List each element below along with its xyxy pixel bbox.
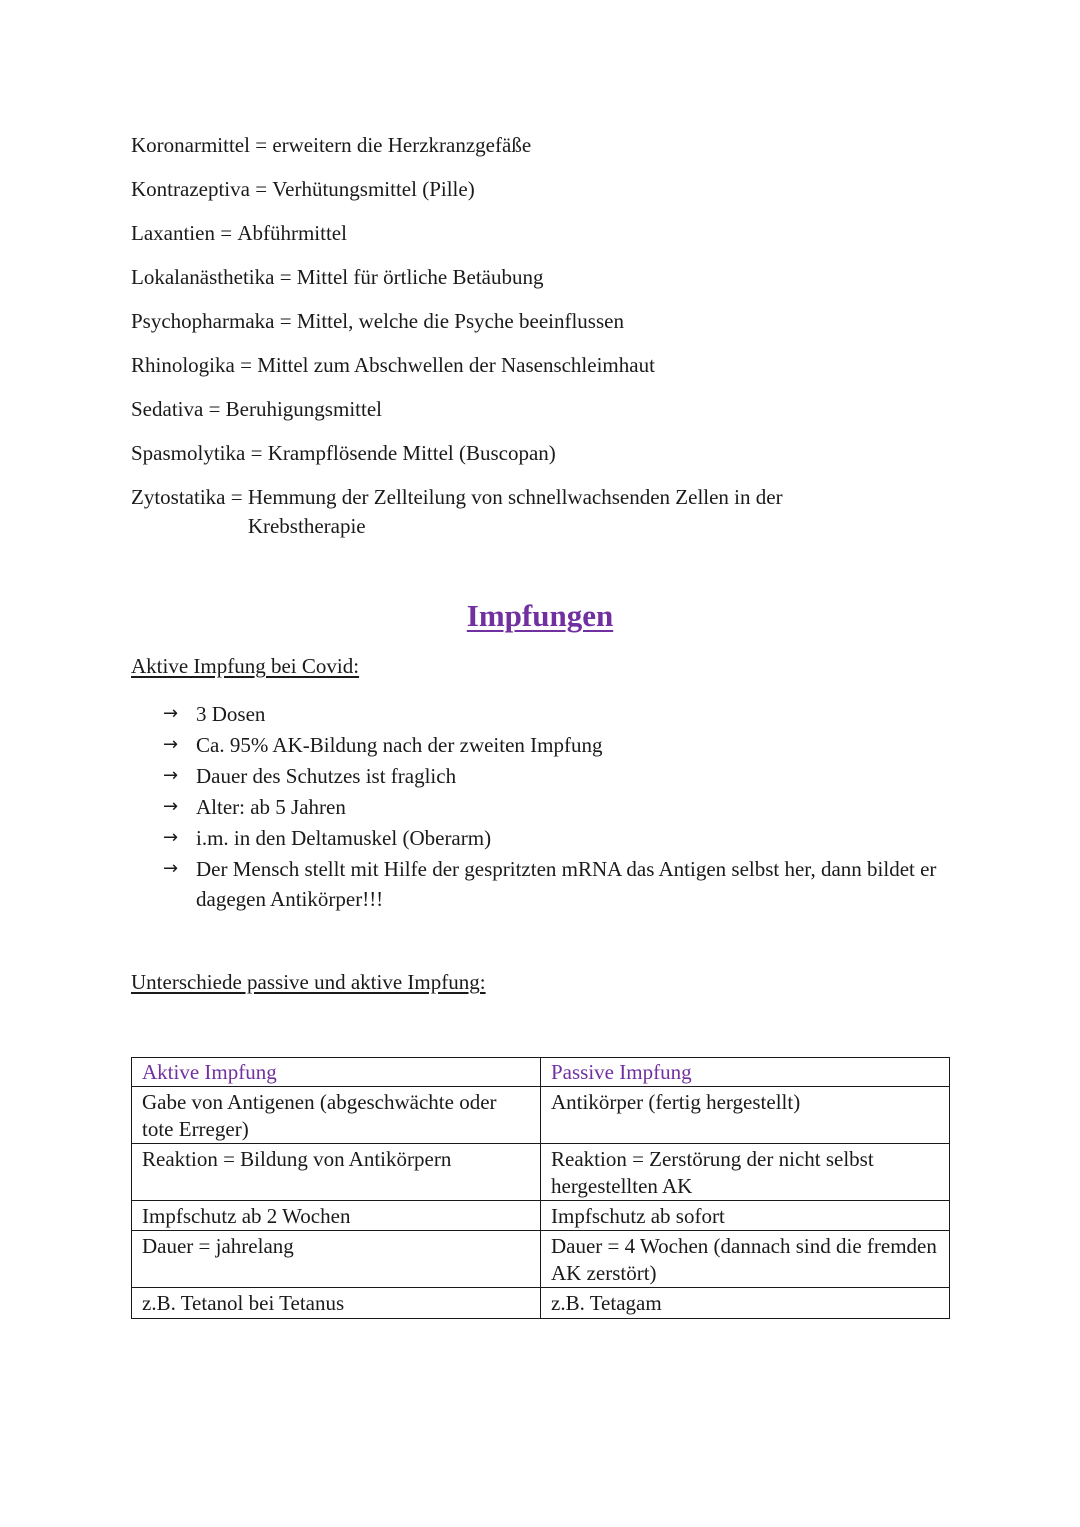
list-item-text: Ca. 95% AK-Bildung nach der zweiten Impfung — [196, 733, 603, 757]
table-cell: Gabe von Antigenen (abgeschwächte oder tote Erreger) — [132, 1087, 541, 1144]
covid-list — [163, 699, 963, 915]
term-separator: = — [225, 485, 248, 509]
table-row — [132, 1231, 950, 1288]
term-definition: Abführmittel — [237, 221, 347, 245]
table-cell: Reaktion = Bildung von Antikörpern — [132, 1144, 541, 1201]
term-name: Koronarmittel — [131, 133, 250, 157]
list-item — [163, 699, 963, 729]
term-definition: Hemmung der Zellteilung von schnellwachsenden Zellen in der Krebstherapie — [247, 485, 783, 538]
term-list — [131, 131, 951, 556]
table-cell: Reaktion = Zerstörung der nicht selbst hergestellten AK — [541, 1144, 950, 1201]
term-definition: erweitern die Herzkranzgefäße — [272, 133, 532, 157]
list-item-text: Der Mensch stellt mit Hilfe der gespritzten mRNA das Antigen selbst her, dann bildet er dagegen Antikörper!!! — [196, 857, 937, 911]
list-item-text: i.m. in den Deltamuskel (Oberarm) — [196, 826, 492, 850]
table-row — [132, 1087, 950, 1144]
table-cell: z.B. Tetanol bei Tetanus — [132, 1288, 541, 1319]
term-item — [131, 483, 951, 541]
comparison-table — [131, 1057, 950, 1319]
term-separator: = — [249, 133, 273, 157]
arrow-right-icon: → — [163, 858, 179, 879]
term-name: Spasmolytika — [131, 441, 246, 465]
term-item — [131, 351, 951, 380]
table-cell: Antikörper (fertig hergestellt) — [541, 1087, 950, 1144]
list-item-text: 3 Dosen — [196, 702, 266, 726]
section-title: Impfungen — [466, 598, 614, 633]
table-cell: Dauer = jahrelang — [132, 1231, 541, 1288]
list-item — [163, 823, 963, 853]
term-separator: = — [245, 441, 268, 465]
term-separator: = — [274, 265, 297, 289]
term-item — [131, 131, 951, 160]
header-passive: Passive Impfung — [541, 1058, 950, 1087]
table-row — [132, 1201, 950, 1231]
term-name: Sedativa — [131, 397, 204, 421]
covid-heading: Aktive Impfung bei Covid: — [131, 654, 360, 678]
term-separator: = — [249, 177, 273, 201]
term-separator: = — [214, 221, 238, 245]
table-cell: z.B. Tetagam — [541, 1288, 950, 1319]
list-item-text: Dauer des Schutzes ist fraglich — [196, 764, 457, 788]
term-name: Kontrazeptiva — [131, 177, 250, 201]
arrow-right-icon: → — [163, 734, 179, 755]
list-item — [163, 792, 963, 822]
table-cell: Impfschutz ab sofort — [541, 1201, 950, 1231]
term-definition: Mittel zum Abschwellen der Nasenschleimhaut — [257, 353, 655, 377]
table-cell: Impfschutz ab 2 Wochen — [132, 1201, 541, 1231]
arrow-right-icon: → — [163, 796, 179, 817]
term-definition: Beruhigungsmittel — [225, 397, 382, 421]
term-definition: Verhütungsmittel (Pille) — [272, 177, 475, 201]
arrow-right-icon: → — [163, 765, 179, 786]
term-name: Zytostatika — [131, 485, 226, 509]
term-definition: Mittel, welche die Psyche beeinflussen — [296, 309, 624, 333]
term-separator: = — [203, 397, 226, 421]
header-active: Aktive Impfung — [132, 1058, 541, 1087]
list-item — [163, 761, 963, 791]
comparison-heading: Unterschiede passive und aktive Impfung: — [131, 970, 486, 994]
term-name: Psychopharmaka — [131, 309, 275, 333]
term-item — [131, 439, 951, 468]
list-item — [163, 730, 963, 760]
table-header-row — [132, 1058, 950, 1087]
term-name: Laxantien — [131, 221, 215, 245]
list-item — [163, 854, 963, 914]
term-separator: = — [234, 353, 258, 377]
term-separator: = — [274, 309, 297, 333]
table-cell: Dauer = 4 Wochen (dannach sind die fremden AK zerstört) — [541, 1231, 950, 1288]
list-item-text: Alter: ab 5 Jahren — [196, 795, 346, 819]
term-item — [131, 395, 951, 424]
term-name: Lokalanästhetika — [131, 265, 275, 289]
term-definition: Krampflösende Mittel (Buscopan) — [267, 441, 556, 465]
term-item — [131, 307, 951, 336]
term-item — [131, 219, 951, 248]
arrow-right-icon: → — [163, 703, 179, 724]
table-row — [132, 1144, 950, 1201]
term-definition: Mittel für örtliche Betäubung — [296, 265, 544, 289]
term-name: Rhinologika — [131, 353, 235, 377]
term-item — [131, 263, 951, 292]
term-item — [131, 175, 951, 204]
arrow-right-icon: → — [163, 827, 179, 848]
table-row — [132, 1288, 950, 1319]
